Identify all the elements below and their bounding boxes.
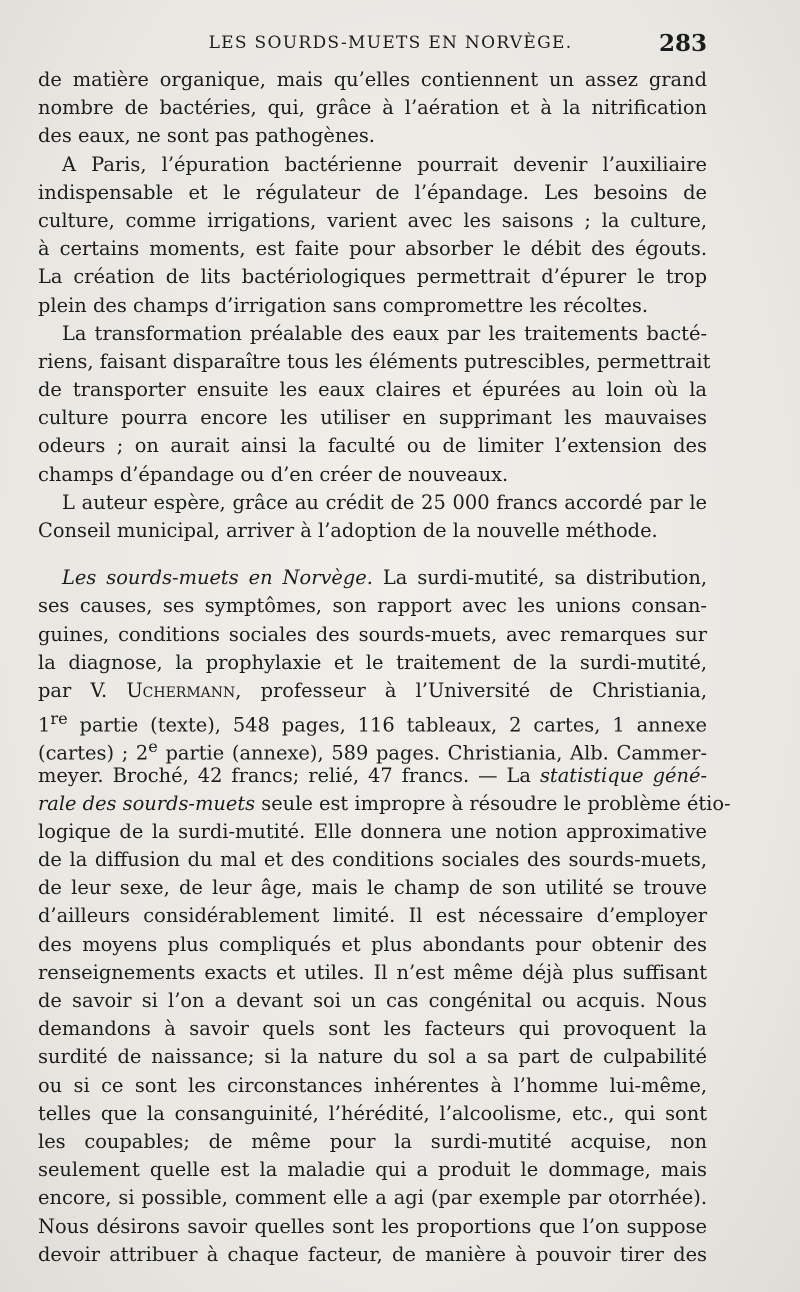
text-line: telles que la consanguinité, l’hérédité, l’alcoolisme, etc., qui sont: [38, 1101, 707, 1125]
review-title: Les sourds-muets en Norvège.: [62, 566, 373, 590]
text-line: de la diffusion du mal et des conditions sociales des sourds-muets,: [38, 848, 707, 872]
text-line: les coupables; de même pour la surdi-mutité acquise, non: [38, 1129, 707, 1153]
part1-line: 1re partie (texte), 548 pages, 116 tableaux, 2 cartes, 1 annexe: [38, 709, 707, 737]
text-line: La création de lits bactériologiques permettrait d’épurer le trop: [38, 265, 707, 289]
text-line: de leur sexe, de leur âge, mais le champ de son utilité se trouve: [38, 876, 707, 900]
text-line: de savoir si l’on a devant soi un cas congénital ou acquis. Nous: [38, 989, 707, 1012]
text-line: champs d’épandage ou d’en créer de nouveaux.: [38, 462, 509, 486]
body-text: [38, 66, 731, 1269]
text-line: culture pourra encore les utiliser en supprimant les mauvaises: [38, 406, 707, 430]
text-line: encore, si possible, comment elle a agi (par exemple par otorrhée).: [38, 1186, 707, 1210]
text-line: nombre de bactéries, qui, grâce à l’aération et à la nitrification: [38, 96, 707, 120]
text-line: d’ailleurs considérablement limité. Il est nécessaire d’employer: [38, 904, 707, 928]
text-line: L auteur espère, grâce au crédit de 25 000 francs accordé par le: [62, 490, 707, 514]
text-line: devoir attribuer à chaque facteur, de manière à pouvoir tirer des: [38, 1242, 707, 1266]
price-line: meyer. Broché, 42 francs; relié, 47 francs. — La statistique géné-: [38, 763, 707, 787]
text-line: renseignements exacts et utiles. Il n’est même déjà plus suffisant: [38, 960, 707, 984]
text-line: indispensable et le régulateur de l’épandage. Les besoins de: [38, 180, 707, 204]
text-line: A Paris, l’épuration bactérienne pourrait devenir l’auxiliaire: [62, 152, 707, 176]
statistique-line: rale des sourds-muets seule est impropre à résoudre le problème étio-: [38, 791, 731, 815]
text-line: seulement quelle est la maladie qui a produit le dommage, mais: [38, 1158, 707, 1182]
page-header: [38, 30, 707, 59]
author-line: par V. Uchermann, professeur à l’Université de Christiania,: [38, 678, 707, 702]
text-line: plein des champs d’irrigation sans compromettre les récoltes.: [38, 293, 648, 317]
part2-line: (cartes) ; 2e partie (annexe), 589 pages. Christiania, Alb. Cammer-: [38, 737, 707, 765]
author-name: Uchermann: [126, 678, 236, 702]
running-head: LES SOURDS-MUETS EN NORVÈGE.: [208, 33, 573, 53]
page-number: 283: [658, 30, 707, 57]
text-line: Nous désirons savoir quelles sont les proportions que l’on suppose: [38, 1214, 707, 1238]
section-gap: [38, 545, 707, 564]
text-line: Conseil municipal, arriver à l’adoption de la nouvelle méthode.: [38, 519, 658, 542]
text-line: de transporter ensuite les eaux claires et épurées au loin où la: [38, 378, 707, 402]
text-line: à certains moments, est faite pour absorber le débit des égouts.: [38, 237, 707, 261]
text-line: odeurs ; on aurait ainsi la faculté ou de limiter l’extension des: [38, 434, 707, 458]
review-first-line: Les sourds-muets en Norvège. La surdi-mutité, sa distribution,: [62, 566, 707, 590]
text-line: demandons à savoir quels sont les facteurs qui provoquent la: [38, 1017, 707, 1041]
text-line: des eaux, ne sont pas pathogènes.: [38, 124, 375, 148]
text-line: culture, comme irrigations, varient avec les saisons ; la culture,: [38, 208, 707, 232]
text-line: surdité de naissance; si la nature du sol a sa part de culpabilité: [38, 1045, 707, 1069]
text-line: riens, faisant disparaître tous les éléments putrescibles, permettrait: [38, 349, 711, 373]
text-line: ou si ce sont les circonstances inhérentes à l’homme lui-même,: [38, 1073, 707, 1097]
text-line: de matière organique, mais qu’elles contiennent un assez grand: [38, 68, 707, 91]
text-line: des moyens plus compliqués et plus abondants pour obtenir des: [38, 932, 707, 956]
text-line: logique de la surdi-mutité. Elle donnera une notion approximative: [38, 819, 707, 843]
text-line: la diagnose, la prophylaxie et le traitement de la surdi-mutité,: [38, 650, 707, 674]
text-line: La transformation préalable des eaux par les traitements bacté-: [62, 321, 707, 345]
text-line: ses causes, ses symptômes, son rapport avec les unions consan-: [38, 594, 707, 618]
text-line: guines, conditions sociales des sourds-muets, avec remarques sur: [38, 622, 707, 646]
